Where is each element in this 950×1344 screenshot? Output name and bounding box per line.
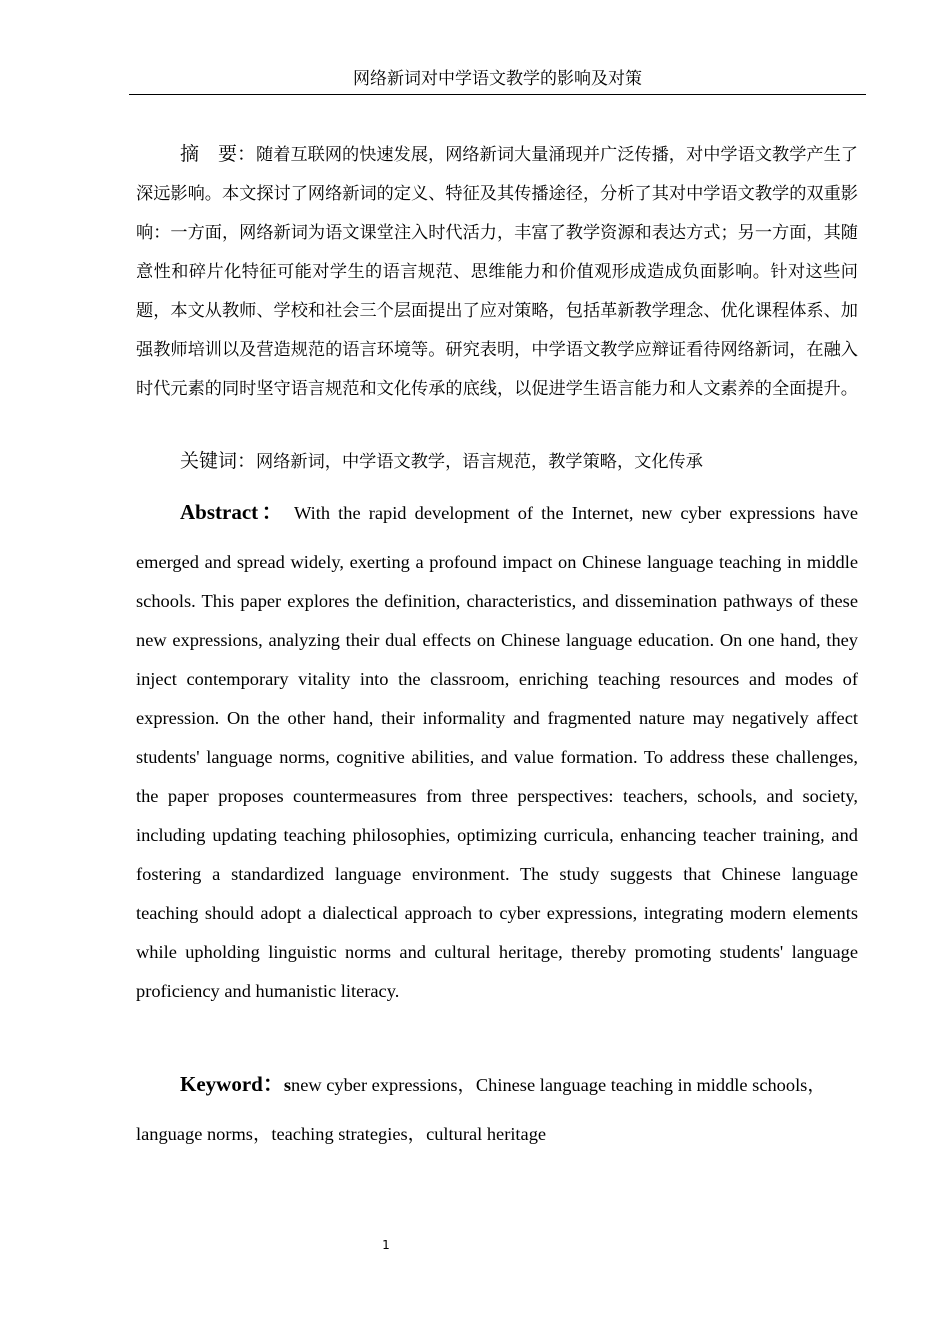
english-keywords-stray-char: s <box>283 1075 291 1095</box>
page-header <box>129 68 866 95</box>
english-abstract-text: With the rapid development of the Internet, new cyber expressions have emerged and spread widely, exerting a profound impact on Chinese language teaching in middle schools. This paper explores the definition, characteristics, and dissemination pathways of these new expressions, analyzing their dual effects on Chinese language education. On one hand, they inject contemporary vitality into the classroom, enriching teaching resources and modes of expression. On the other hand, their informality and fragmented nature may negatively affect students' language norms, cognitive abilities, and value formation. To address these challenges, the paper proposes countermeasures from three perspectives: teachers, schools, and society, including updating teaching philosophies, optimizing curricula, enhancing teacher training, and fostering a standardized language environment. The study suggests that Chinese language teaching should adopt a dialectical approach to cyber expressions, integrating modern elements while upholding linguistic norms and cultural heritage, thereby promoting students' language proficiency and humanistic literacy. <box>136 503 858 1001</box>
english-keywords-label: Keyword： <box>180 1072 284 1096</box>
english-keywords <box>136 1065 858 1154</box>
chinese-keywords-text: 网络新词，中学语文教学，语言规范，教学策略，文化传承 <box>256 452 703 472</box>
chinese-keywords <box>180 442 858 482</box>
chinese-abstract-label: 摘 要： <box>180 143 257 165</box>
page-number: 1 <box>382 1238 390 1252</box>
chinese-keywords-label: 关键词： <box>180 450 257 472</box>
english-keywords-text: new cyber expressions，Chinese language teaching in middle schools，language norms，teaching strategies，cultural heritage <box>136 1075 826 1144</box>
english-abstract-label: Abstract： <box>180 500 287 524</box>
chinese-abstract-text: 随着互联网的快速发展，网络新词大量涌现并广泛传播，对中学语文教学产生了深远影响。本文探讨了网络新词的定义、特征及其传播途径，分析了其对中学语文教学的双重影响：一方面，网络新词为语文课堂注入时代活力，丰富了教学资源和表达方式；另一方面，其随意性和碎片化特征可能对学生的语言规范、思维能力和价值观形成造成负面影响。针对这些问题，本文从教师、学校和社会三个层面提出了应对策略，包括革新教学理念、优化课程体系、加强教师培训以及营造规范的语言环境等。研究表明，中学语文教学应辩证看待网络新词，在融入时代元素的同时坚守语言规范和文化传承的底线，以促进学生语言能力和人文素养的全面提升。 <box>136 145 858 399</box>
english-abstract <box>136 493 858 1011</box>
chinese-abstract <box>136 135 858 409</box>
running-title: 网络新词对中学语文教学的影响及对策 <box>353 69 642 89</box>
